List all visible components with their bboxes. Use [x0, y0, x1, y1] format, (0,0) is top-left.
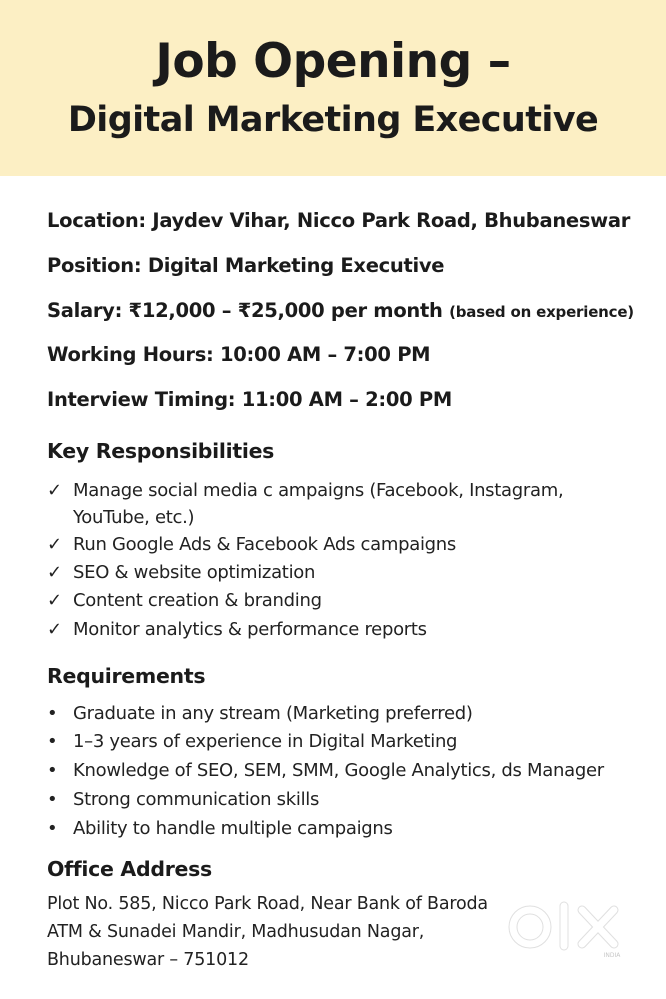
requirements-heading: Requirements — [47, 664, 206, 688]
bullet-icon: • — [47, 703, 58, 724]
office-address-heading: Office Address — [47, 857, 212, 881]
check-icon: ✓ — [47, 534, 62, 555]
olx-watermark-logo — [508, 900, 632, 960]
check-icon: ✓ — [47, 590, 62, 611]
requirement-item: • Graduate in any stream (Marketing preferred) — [47, 703, 473, 724]
responsibility-item: ✓ Run Google Ads & Facebook Ads campaigns — [47, 534, 456, 555]
address-line: ATM & Sunadei Mandir, Madhusudan Nagar, — [47, 922, 425, 942]
requirement-item: • 1–3 years of experience in Digital Marketing — [47, 731, 458, 752]
check-icon: ✓ — [47, 480, 62, 501]
responsibilities-heading: Key Responsibilities — [47, 439, 275, 463]
bullet-icon: • — [47, 731, 58, 752]
requirement-item: • Strong communication skills — [47, 789, 320, 810]
address-line: Plot No. 585, Nicco Park Road, Near Bank of Baroda — [47, 894, 488, 914]
header-banner — [0, 0, 666, 176]
address-line: Bhubaneswar – 751012 — [47, 950, 249, 970]
bullet-icon: • — [47, 789, 58, 810]
check-icon: ✓ — [47, 562, 62, 583]
requirement-item: • Ability to handle multiple campaigns — [47, 818, 393, 839]
responsibility-item: ✓ Content creation & branding — [47, 590, 322, 611]
working-hours-line: Working Hours: 10:00 AM – 7:00 PM — [47, 343, 431, 366]
olx-india-text: INDIA — [603, 952, 621, 959]
page-title: Job Opening – — [155, 34, 511, 89]
bullet-icon: • — [47, 760, 58, 781]
salary-text: Salary: ₹12,000 – ₹25,000 per month — [47, 299, 443, 322]
responsibility-item: ✓ Manage social media c ampaigns (Facebook, Instagram, — [47, 480, 564, 501]
responsibility-item: ✓ SEO & website optimization — [47, 562, 316, 583]
page-subtitle: Digital Marketing Executive — [67, 100, 599, 140]
check-icon: ✓ — [47, 619, 62, 640]
responsibility-item: ✓ Monitor analytics & performance reports — [47, 619, 427, 640]
interview-timing-line: Interview Timing: 11:00 AM – 2:00 PM — [47, 388, 453, 411]
salary-line — [47, 299, 634, 322]
position-line: Position: Digital Marketing Executive — [47, 254, 445, 277]
bullet-icon: • — [47, 818, 58, 839]
responsibility-item-continuation: YouTube, etc.) — [73, 507, 195, 528]
requirement-item: • Knowledge of SEO, SEM, SMM, Google Analytics, ds Manager — [47, 760, 604, 781]
salary-note: (based on experience) — [449, 303, 634, 321]
location-line: Location: Jaydev Vihar, Nicco Park Road, Bhubaneswar — [47, 209, 631, 232]
